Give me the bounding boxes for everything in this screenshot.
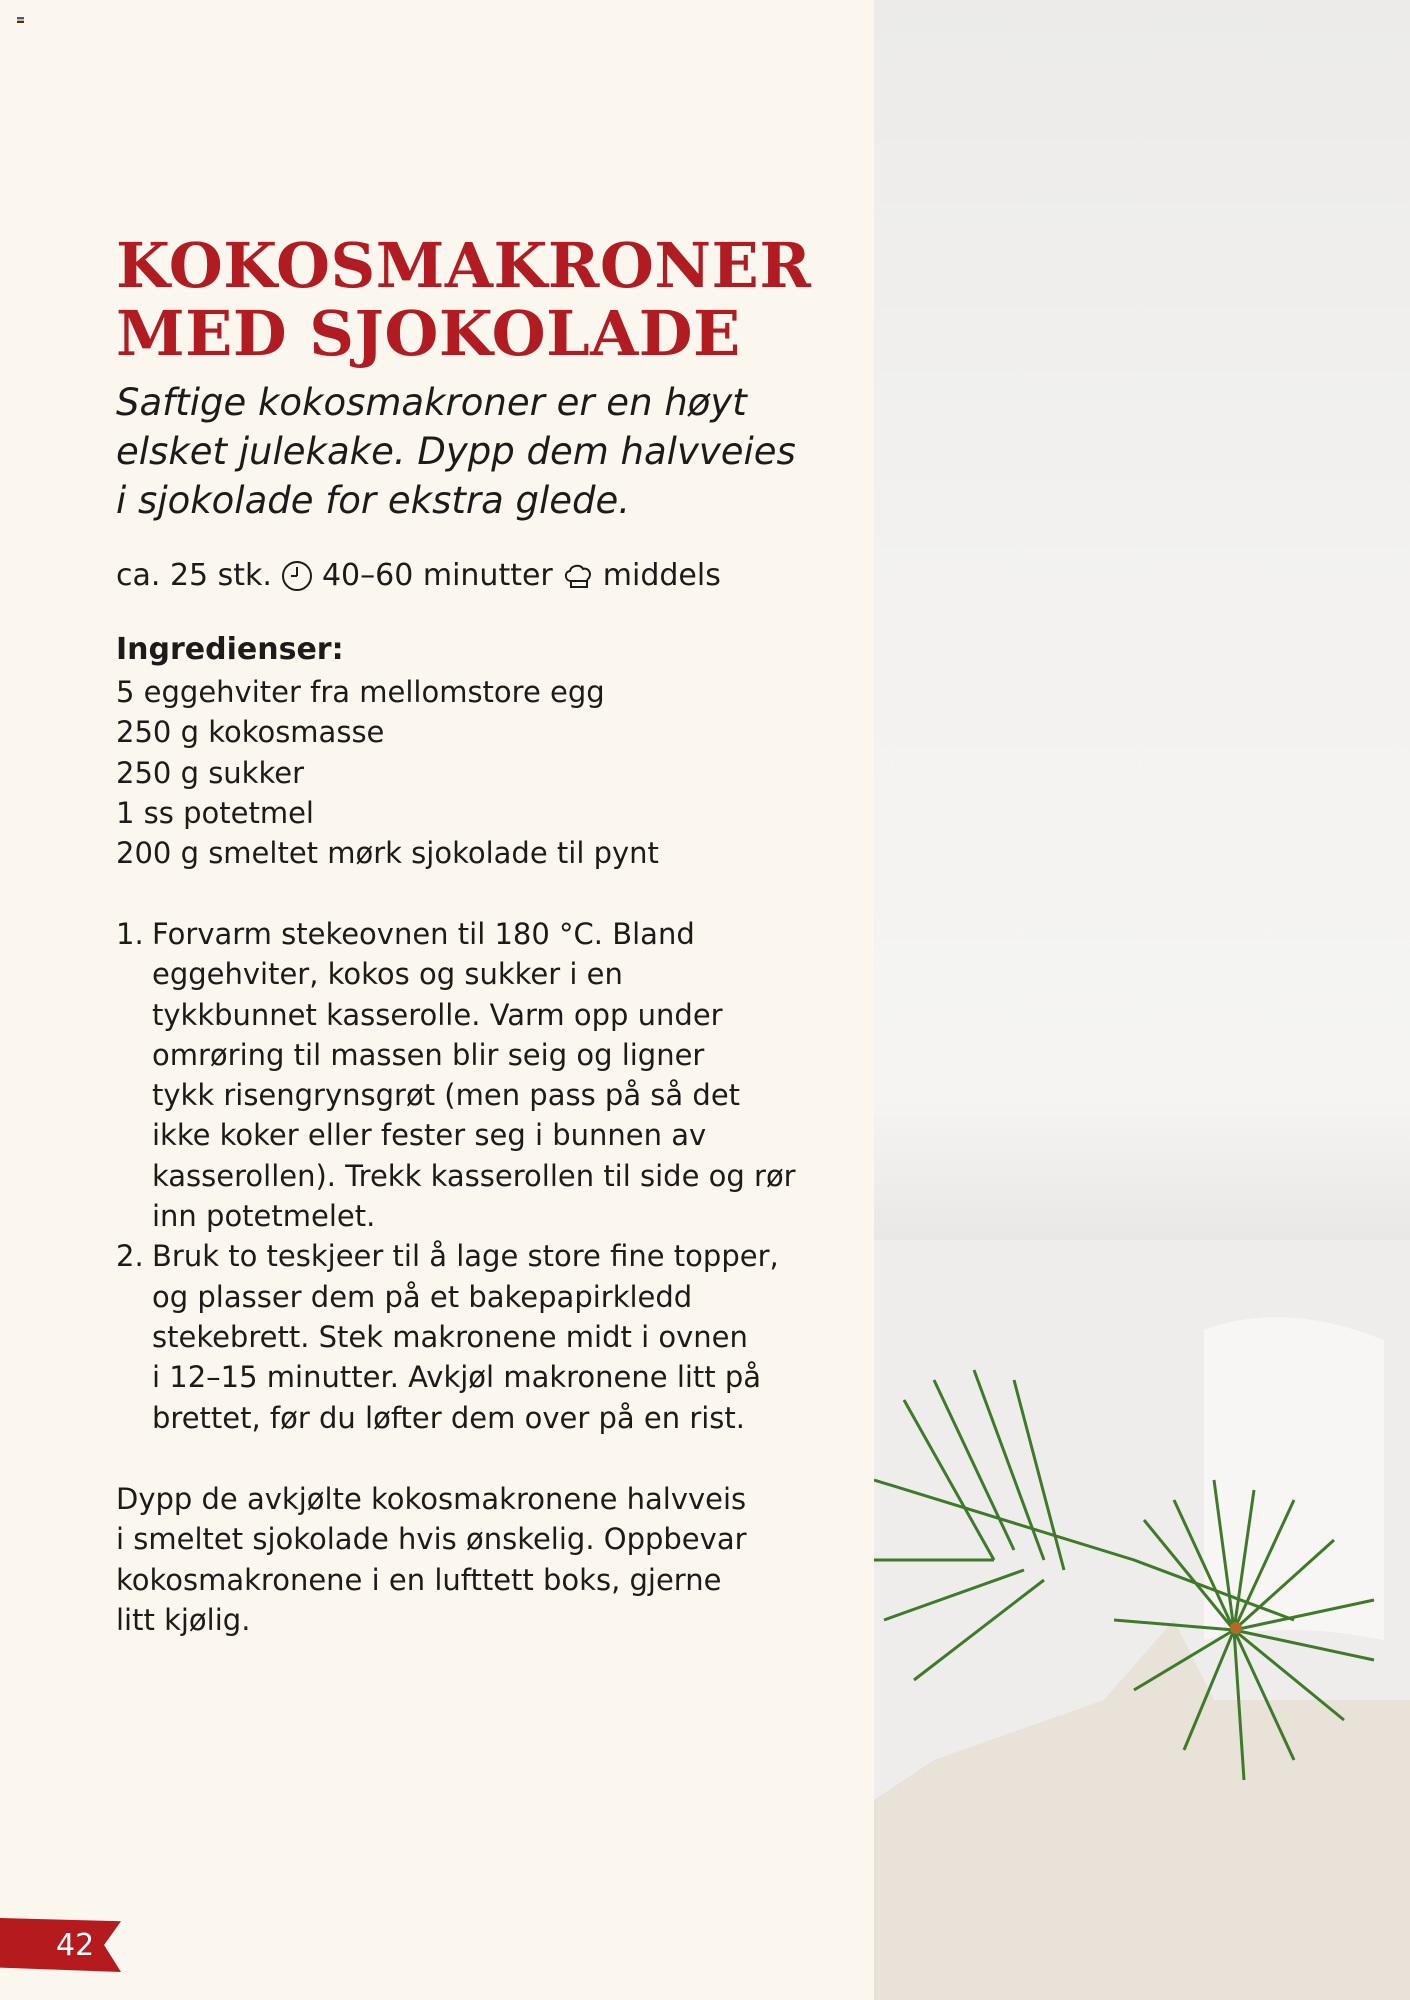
step-line: i 12–15 minutter. Avkjøl makronene litt på <box>152 1360 762 1395</box>
closing-line: i smeltet sjokolade hvis ønskelig. Oppbevar <box>116 1522 747 1557</box>
step-line: ikke koker eller fester seg i bunnen av <box>152 1118 707 1153</box>
clock-icon <box>280 559 314 593</box>
page-number: 42 <box>56 1928 95 1963</box>
ingredients-heading: Ingredienser: <box>116 632 344 667</box>
yield-text: ca. 25 stk. <box>116 558 272 593</box>
time-text: 40–60 minutter <box>321 558 553 593</box>
step-line: eggehviter, kokos og sukker i en <box>152 957 623 992</box>
ingredients-list <box>116 672 659 873</box>
ingredient-item: 250 g kokosmasse <box>116 715 385 750</box>
chef-hat-icon <box>561 559 595 593</box>
flag-icon <box>17 17 24 23</box>
step-line: omrøring til massen blir seig og ligner <box>152 1037 705 1072</box>
step-item <box>116 1236 796 1437</box>
step-line: Bruk to teskjeer til å lage store fine topper, <box>152 1239 779 1274</box>
closing-line: litt kjølig. <box>116 1602 251 1637</box>
recipe-title <box>116 229 812 370</box>
ingredient-item: 1 ss potetmel <box>116 795 314 830</box>
title-line: KOKOSMAKRONER <box>116 229 812 302</box>
step-item <box>116 914 796 1236</box>
step-line: tykkbunnet kasserolle. Varm opp under <box>152 997 723 1032</box>
intro-line: i sjokolade for ekstra glede. <box>116 479 631 522</box>
pine-and-star-image <box>874 0 1410 2000</box>
step-number: 2. <box>116 1239 144 1274</box>
step-line: brettet, før du løfter dem over på en rist. <box>152 1400 745 1435</box>
step-line: Forvarm stekeovnen til 180 °C. Bland <box>152 917 695 951</box>
closing-paragraph <box>116 1479 756 1640</box>
steps-list <box>116 914 796 1438</box>
step-line: kasserollen). Trekk kasserollen til side og rør <box>152 1158 796 1193</box>
step-line: stekebrett. Stek makronene midt i ovnen <box>152 1319 748 1354</box>
step-line: tykk risengrynsgrøt (men pass på så det <box>152 1078 741 1113</box>
step-line: inn potetmelet. <box>152 1199 376 1234</box>
step-line: og plasser dem på et bakepapirkledd <box>152 1279 693 1314</box>
ingredient-item: 5 eggehviter fra mellomstore egg <box>116 675 605 709</box>
title-line: MED SJOKOLADE <box>116 297 741 370</box>
closing-line: Dypp de avkjølte kokosmakronene halvveis <box>116 1482 747 1516</box>
recipe-meta <box>116 558 721 593</box>
ingredient-item: 200 g smeltet mørk sjokolade til pynt <box>116 836 659 871</box>
intro-line: elsket julekake. Dypp dem halvveies <box>116 430 796 473</box>
step-number: 1. <box>116 917 144 951</box>
intro-line: Saftige kokosmakroner er en høyt <box>116 381 747 424</box>
recipe-photo <box>874 0 1410 2000</box>
recipe-intro <box>116 378 796 525</box>
closing-line: kokosmakronene i en lufttett boks, gjerne <box>116 1562 722 1597</box>
ingredient-item: 250 g sukker <box>116 755 305 790</box>
difficulty-text: middels <box>602 558 721 593</box>
